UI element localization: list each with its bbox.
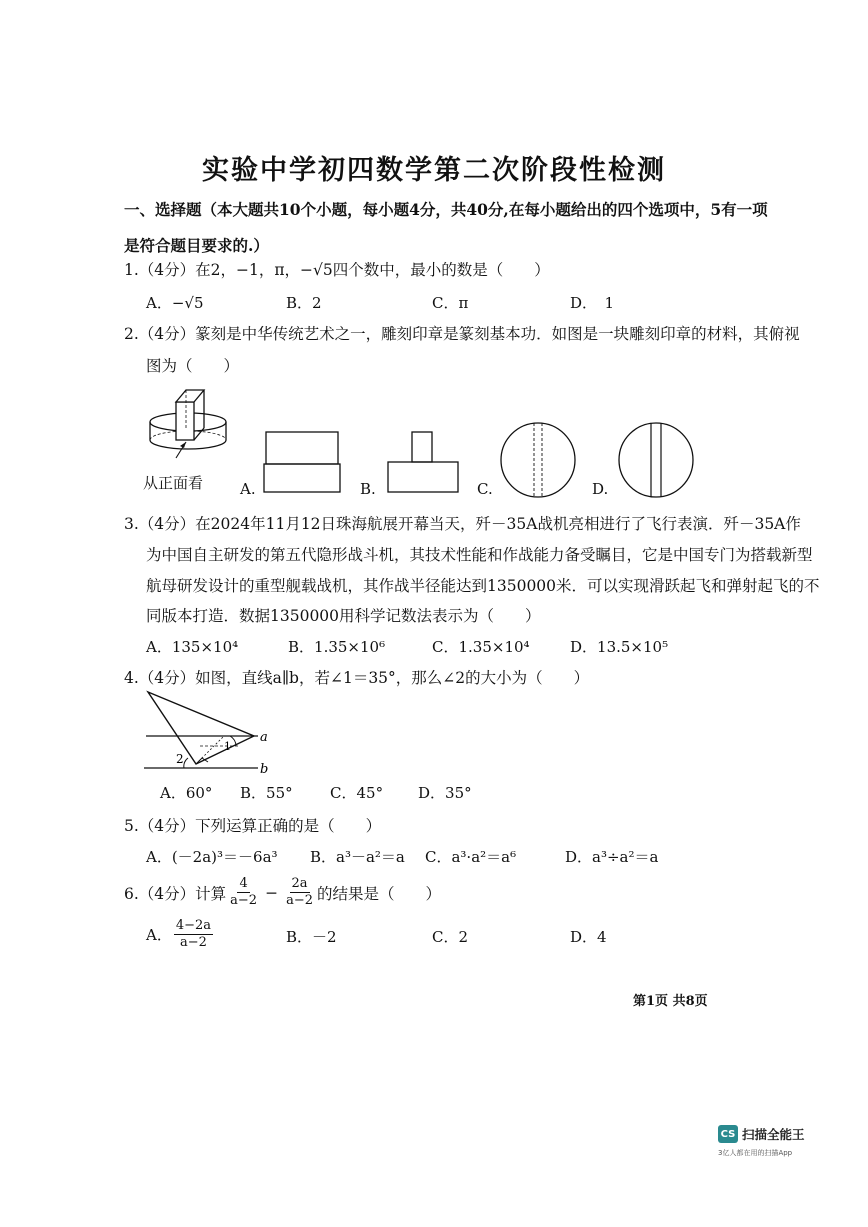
scanner-tagline: 3亿人都在用的扫描App <box>718 1149 793 1157</box>
page-title: 实验中学初四数学第二次阶段性检测 <box>202 155 666 186</box>
parallel-lines-figure <box>140 688 280 776</box>
question-4-option-d[interactable]: D．35° <box>418 784 472 802</box>
scanner-watermark <box>718 1125 805 1143</box>
question-2-option-b[interactable]: B. <box>360 480 376 498</box>
option-a-prefix: A． <box>146 926 172 944</box>
question-2-stem-line2: 图为（ ） <box>146 357 240 375</box>
question-1-stem: 1.（4分）在2，−1，π，−√5四个数中，最小的数是（ ） <box>124 261 550 279</box>
question-5-option-a[interactable]: A．(－2a)³＝－6a³ <box>146 848 278 866</box>
question-3-option-c[interactable]: C．1.35×10⁴ <box>432 638 530 656</box>
page-number: 第1页 共8页 <box>633 994 708 1009</box>
scanner-logo-icon: CS <box>718 1125 738 1143</box>
fraction-2a-over-a-minus-2 <box>284 876 315 909</box>
question-1-option-d[interactable]: D． 1 <box>570 294 615 312</box>
figure-caption: 从正面看 <box>143 474 204 492</box>
frac-numerator: 2a <box>291 876 308 891</box>
question-1-option-c[interactable]: C．π <box>432 294 469 312</box>
frac-denominator: a−2 <box>286 893 313 908</box>
option-d-figure <box>616 420 696 500</box>
question-3-option-d[interactable]: D．13.5×10⁵ <box>570 638 669 656</box>
question-3-stem-line2: 为中国自主研发的第五代隐形战斗机，其技术性能和作战能力备受瞩目，它是中国专门为搭载新型 <box>146 546 813 564</box>
question-5-stem: 5.（4分）下列运算正确的是（ ） <box>124 817 382 835</box>
question-6-option-a[interactable] <box>146 918 215 951</box>
option-a-figure <box>262 428 342 498</box>
seal-material-figure <box>140 380 240 460</box>
question-6-stem-prefix: 6.（4分）计算 <box>124 884 227 903</box>
question-3-stem-line4: 同版本打造．数据1350000用科学记数法表示为（ ） <box>146 607 541 625</box>
question-4-option-a[interactable]: A．60° <box>160 784 213 802</box>
frac-numerator: 4 <box>239 876 248 891</box>
question-4-option-b[interactable]: B．55° <box>240 784 293 802</box>
frac-numerator: 4−2a <box>175 918 212 933</box>
question-2-option-c[interactable]: C. <box>477 480 493 498</box>
option-a-fraction <box>174 918 213 951</box>
question-2-option-a[interactable]: A. <box>240 480 256 498</box>
angle-2-label: 2 <box>176 752 184 766</box>
question-1-option-b[interactable]: B．2 <box>286 294 322 312</box>
question-3-stem-line1: 3.（4分）在2024年11月12日珠海航展开幕当天，歼－35A战机亮相进行了飞行表演．歼－35A作 <box>124 515 801 533</box>
frac-denominator: a−2 <box>230 893 258 908</box>
question-6-option-c[interactable]: C．2 <box>432 928 469 946</box>
fraction-4-over-a-minus-2 <box>228 876 259 909</box>
option-c-figure <box>498 420 578 500</box>
question-5-option-d[interactable]: D．a³÷a²＝a <box>565 848 659 866</box>
section-heading: 一、选择题（本大题共10个小题，每小题4分，共40分,在每小题给出的四个选项中，5有一项是符合题目要求的.） <box>124 200 768 255</box>
scanner-app-name: 扫描全能王 <box>742 1127 805 1142</box>
question-5-option-b[interactable]: B．a³－a²＝a <box>310 848 405 866</box>
question-3-option-b[interactable]: B．1.35×10⁶ <box>288 638 386 656</box>
question-6-stem <box>124 876 441 909</box>
question-6-stem-suffix: 的结果是（ ） <box>317 884 442 903</box>
frac-denominator: a−2 <box>179 935 207 950</box>
line-b-label: b <box>260 762 269 776</box>
line-a-label: a <box>260 730 268 745</box>
question-4-option-c[interactable]: C．45° <box>330 784 384 802</box>
question-6-option-d[interactable]: D．4 <box>570 928 607 946</box>
question-4-stem: 4.（4分）如图，直线a∥b，若∠1＝35°，那么∠2的大小为（ ） <box>124 669 590 687</box>
angle-1-label: 1 <box>224 740 231 753</box>
option-b-figure <box>384 428 464 498</box>
question-2-option-d[interactable]: D. <box>592 480 609 498</box>
question-5-option-c[interactable]: C．a³·a²＝a⁶ <box>425 848 517 866</box>
question-3-option-a[interactable]: A．135×10⁴ <box>146 638 239 656</box>
question-1-option-a[interactable]: A．−√5 <box>146 294 204 312</box>
question-6-option-b[interactable]: B．－2 <box>286 928 337 946</box>
question-3-stem-line3: 航母研发设计的重型舰载战机，其作战半径能达到1350000米．可以实现滑跃起飞和弹射起飞的不 <box>146 577 820 595</box>
question-2-stem-line1: 2.（4分）篆刻是中华传统艺术之一，雕刻印章是篆刻基本功．如图是一块雕刻印章的材料，其俯视 <box>124 325 800 343</box>
minus-sign: − <box>265 883 279 902</box>
